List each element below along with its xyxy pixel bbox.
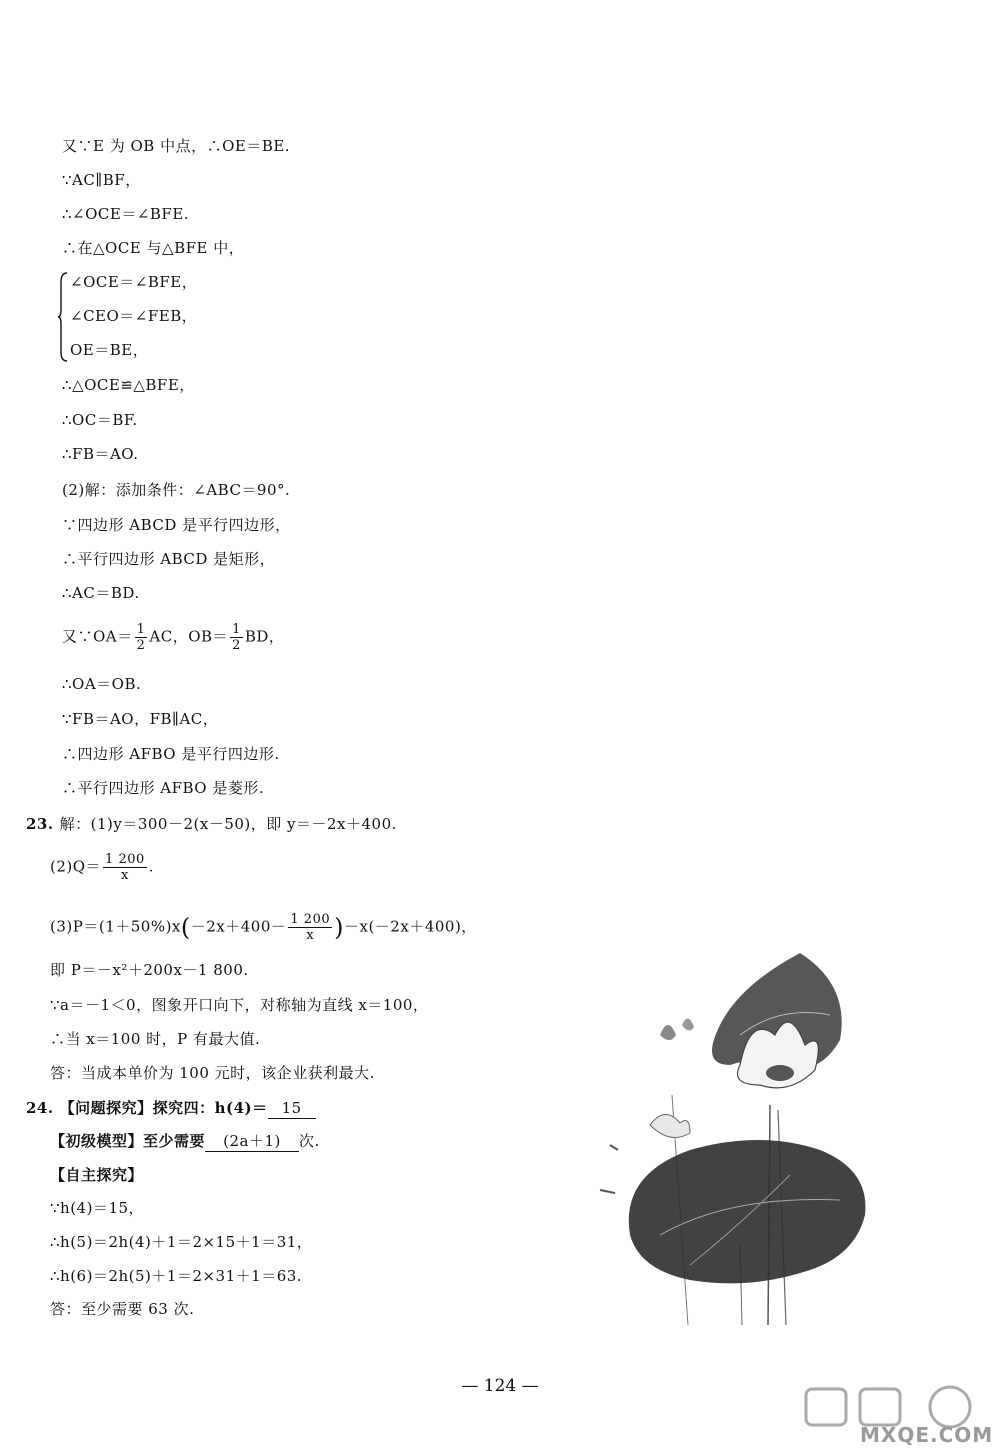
part2-line-5-a: 又∵OA＝	[62, 627, 133, 646]
part2-line-5-c: BD，	[244, 627, 285, 646]
part2-line-6: ∴OA＝OB.	[62, 675, 142, 693]
q23-part2-b: .	[148, 857, 155, 876]
system-brace	[58, 272, 68, 362]
q24-line-7: 答：至少需要 63 次.	[50, 1300, 195, 1318]
frac-numerator: 1	[232, 622, 241, 637]
q24-answer-blank-1: 15	[268, 1098, 316, 1119]
q24-line-6: ∴h(6)＝2h(5)＋1＝2×31＋1＝63.	[50, 1267, 303, 1285]
q23-part1: 解：(1)y＝300－2(x－50)，即 y＝－2x＋400.	[59, 815, 397, 833]
frac-denominator: 2	[136, 638, 146, 653]
part2-line-1: (2)解：添加条件：∠ABC＝90°.	[62, 481, 291, 499]
part2-line-5-b: AC，OB＝	[149, 627, 229, 646]
proof-line-3: ∴∠OCE＝∠BFE.	[62, 205, 190, 223]
q23-part3-b: －2x＋400－	[190, 917, 287, 936]
q24-line-1	[26, 1098, 316, 1119]
proof-line-10: ∴FB＝AO.	[62, 445, 139, 463]
q24-number: 24.	[26, 1099, 54, 1117]
fraction-p	[288, 912, 332, 943]
q23-part3-c: －x(－2x＋400)，	[344, 917, 477, 936]
fraction-half-2	[230, 622, 243, 653]
proof-line-8: ∴△OCE≌△BFE，	[62, 376, 195, 394]
q23-line-6: ∴当 x＝100 时，P 有最大值.	[50, 1030, 261, 1048]
q24-line-5: ∴h(5)＝2h(4)＋1＝2×15＋1＝31，	[50, 1233, 313, 1251]
frac-numerator: 1 200	[290, 912, 331, 927]
q24-model-suffix: 次.	[299, 1132, 320, 1150]
proof-line-9: ∴OC＝BF.	[62, 411, 138, 429]
part2-line-3: ∴平行四边形 ABCD 是矩形，	[62, 550, 276, 568]
lotus-painting-image	[590, 945, 880, 1330]
fraction-half-1	[135, 622, 148, 653]
proof-line-2: ∵AC∥BF，	[62, 171, 141, 189]
q23-number: 23.	[26, 815, 54, 833]
frac-numerator: 1	[136, 622, 146, 637]
part2-line-7: ∵FB＝AO，FB∥AC，	[62, 710, 219, 728]
q24-model-label: 【初级模型】至少需要	[50, 1132, 206, 1150]
q23-line-4: 即 P＝－x²＋200x－1 800.	[50, 961, 249, 979]
proof-line-4: ∴在△OCE 与△BFE 中，	[62, 239, 245, 257]
system-eq-3: OE＝BE，	[70, 341, 149, 359]
q23-line-7: 答：当成本单价为 100 元时，该企业获利最大.	[50, 1064, 375, 1082]
q23-line-2	[50, 852, 154, 883]
proof-line-1: 又∵E 为 OB 中点，∴OE＝BE.	[62, 137, 291, 155]
q23-line-5: ∵a＝－1＜0，图象开口向下，对称轴为直线 x＝100，	[50, 996, 429, 1014]
frac-denominator: 2	[232, 638, 241, 653]
watermark-text: MXQE.COM	[860, 1423, 994, 1447]
q24-line-4: ∵h(4)＝15，	[50, 1199, 145, 1217]
system-eq-2: ∠CEO＝∠FEB，	[70, 307, 198, 325]
q23-part2-a: (2)Q＝	[50, 857, 102, 876]
part2-line-5	[62, 622, 284, 653]
fraction-q	[103, 852, 147, 883]
q23-line-1	[26, 814, 397, 834]
system-eq-1: ∠OCE＝∠BFE，	[70, 273, 198, 291]
q24-line-2	[50, 1131, 320, 1152]
q23-line-3: (3)P＝(1＋50%)x(－2x＋400－ $\frac{1 200}{x}$ )－x(－2x＋400)，	[50, 912, 477, 943]
frac-denominator: x	[120, 868, 129, 883]
part2-line-4: ∴AC＝BD.	[62, 584, 140, 602]
frac-denominator: x	[306, 928, 315, 943]
q23-part3-a: (3)P＝(1＋50%)x	[50, 917, 181, 936]
part2-line-2: ∵四边形 ABCD 是平行四边形，	[62, 516, 291, 534]
q24-answer-blank-2: (2a＋1)	[205, 1131, 299, 1152]
part2-line-8: ∴四边形 AFBO 是平行四边形.	[62, 745, 280, 763]
q24-line-3: 【自主探究】	[50, 1166, 144, 1184]
part2-line-9: ∴平行四边形 AFBO 是菱形.	[62, 779, 265, 797]
frac-numerator: 1 200	[105, 852, 145, 867]
page-number: — 124 —	[461, 1376, 539, 1396]
q24-explore-label: 【问题探究】探究四：h(4)＝	[59, 1099, 268, 1117]
